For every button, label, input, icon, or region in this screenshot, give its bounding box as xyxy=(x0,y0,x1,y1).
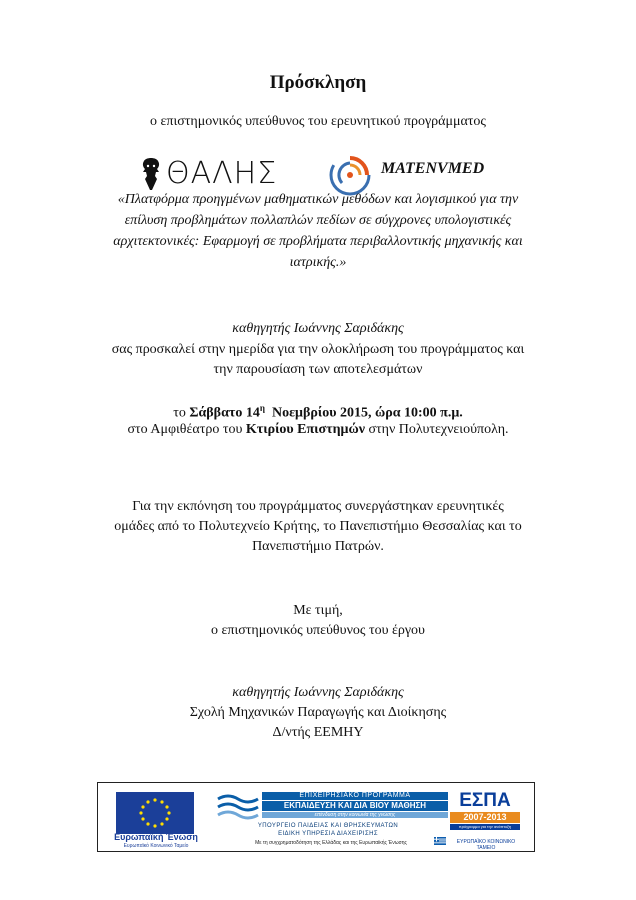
program-slogan-bar: επένδυση στην κοινωνία της γνώσης xyxy=(262,812,448,818)
eu-flag-icon xyxy=(116,792,194,834)
page-title: Πρόσκληση xyxy=(269,72,367,93)
venue-prefix: στο Αμφιθέατρο του xyxy=(127,422,243,437)
espa-fund-label: ΕΥΡΩΠΑΪΚΟ ΚΟΙΝΩΝΙΚΟ ΤΑΜΕΙΟ xyxy=(456,839,516,851)
thales-logo-text: ΘΑΛΗΣ xyxy=(166,156,278,191)
program-title-bar: ΕΚΠΑΙΔΕΥΣΗ ΚΑΙ ΔΙΑ ΒΙΟΥ ΜΑΘΗΣΗ xyxy=(262,801,448,811)
ministry-line: ΕΙΔΙΚΗ ΥΠΗΡΕΣΙΑ ΔΙΑΧΕΙΡΙΣΗΣ xyxy=(278,831,378,837)
eu-sub-label: Ευρωπαϊκό Κοινωνικό Ταμείο xyxy=(123,843,189,849)
event-venue xyxy=(0,420,636,440)
project-title-line: επίλυση προβλημάτων πολλαπλών πεδίων σε σύγχρονες υπολογιστικές xyxy=(124,213,512,228)
thales-head-icon xyxy=(138,157,164,191)
event-day-suffix: η xyxy=(259,403,265,413)
invitation-text xyxy=(0,340,636,380)
project-title-line: «Πλατφόρμα προηγμένων μαθηματικών μεθόδων και λογισμικού για την xyxy=(117,192,519,207)
project-title-line: ιατρικής.» xyxy=(289,255,347,270)
funding-banner xyxy=(97,782,535,852)
date-prefix: το xyxy=(173,405,186,421)
signature-school: Σχολή Μηχανικών Παραγωγής και Διοίκησης xyxy=(189,705,447,720)
inviter-name: καθηγητής Ιωάννης Σαριδάκης xyxy=(232,321,404,336)
collaboration-line: Για την εκπόνηση του προγράμματος συνεργάστηκαν ερευνητικές xyxy=(132,499,504,514)
signature-name: καθηγητής Ιωάννης Σαριδάκης xyxy=(232,685,404,700)
greek-flag-icon xyxy=(434,837,446,845)
signature-block xyxy=(0,683,636,743)
matenvmed-name: MATENVMED xyxy=(381,160,485,177)
project-title-line: αρχιτεκτονικές: Εφαρμογή σε προβλήματα περιβαλλοντικής μηχανικής και xyxy=(113,234,523,249)
collaboration-line: Πανεπιστήμιο Πατρών. xyxy=(252,539,384,554)
ministry-label xyxy=(208,822,448,838)
cofunding-note: Με τη συγχρηματοδότηση της Ελλάδας και της Ευρωπαϊκής Ένωσης xyxy=(255,840,407,846)
project-title xyxy=(0,189,636,273)
eu-label: Ευρωπαϊκή Ένωση xyxy=(114,832,198,842)
signature-role: Δ/ντής ΕΕΜΗΥ xyxy=(272,725,364,740)
espa-years: 2007-2013 xyxy=(450,812,520,823)
espa-logo-title: ΕΣΠΑ xyxy=(459,790,511,811)
venue-building: Κτιρίου Επιστημών xyxy=(245,422,365,437)
closing-line: Με τιμή, xyxy=(293,603,343,618)
program-bar: ΕΠΙΧΕΙΡΗΣΙΑΚΟ ΠΡΟΓΡΑΜΜΑ xyxy=(262,792,448,800)
thales-logo xyxy=(138,156,278,192)
closing xyxy=(0,601,636,641)
collaboration-line: ομάδες από το Πολυτεχνείο Κρήτης, το Πανεπιστήμιο Θεσσαλίας και το xyxy=(114,519,522,534)
ministry-line: ΥΠΟΥΡΓΕΙΟ ΠΑΙΔΕΙΑΣ ΚΑΙ ΘΡΗΣΚΕΥΜΑΤΩΝ xyxy=(257,823,399,829)
event-date-time: Νοεμβρίου 2015, ώρα 10:00 π.μ. xyxy=(271,405,463,421)
venue-suffix: στην Πολυτεχνειούπολη. xyxy=(368,422,509,437)
education-program-emblem-icon xyxy=(216,791,260,823)
espa-slogan: πρόγραμμα για την ανάπτυξη xyxy=(450,824,520,830)
subtitle: ο επιστημονικός υπεύθυνος του ερευνητικού προγράμματος xyxy=(150,114,486,129)
invitation-line: σας προσκαλεί στην ημερίδα για την ολοκλήρωση του προγράμματος και xyxy=(111,342,525,357)
invitation-line: την παρουσίαση των αποτελεσμάτων xyxy=(213,362,423,377)
closing-line: ο επιστημονικός υπεύθυνος του έργου xyxy=(211,623,425,638)
collaboration-text xyxy=(0,497,636,557)
event-day: Σάββατο 14 xyxy=(189,405,260,421)
